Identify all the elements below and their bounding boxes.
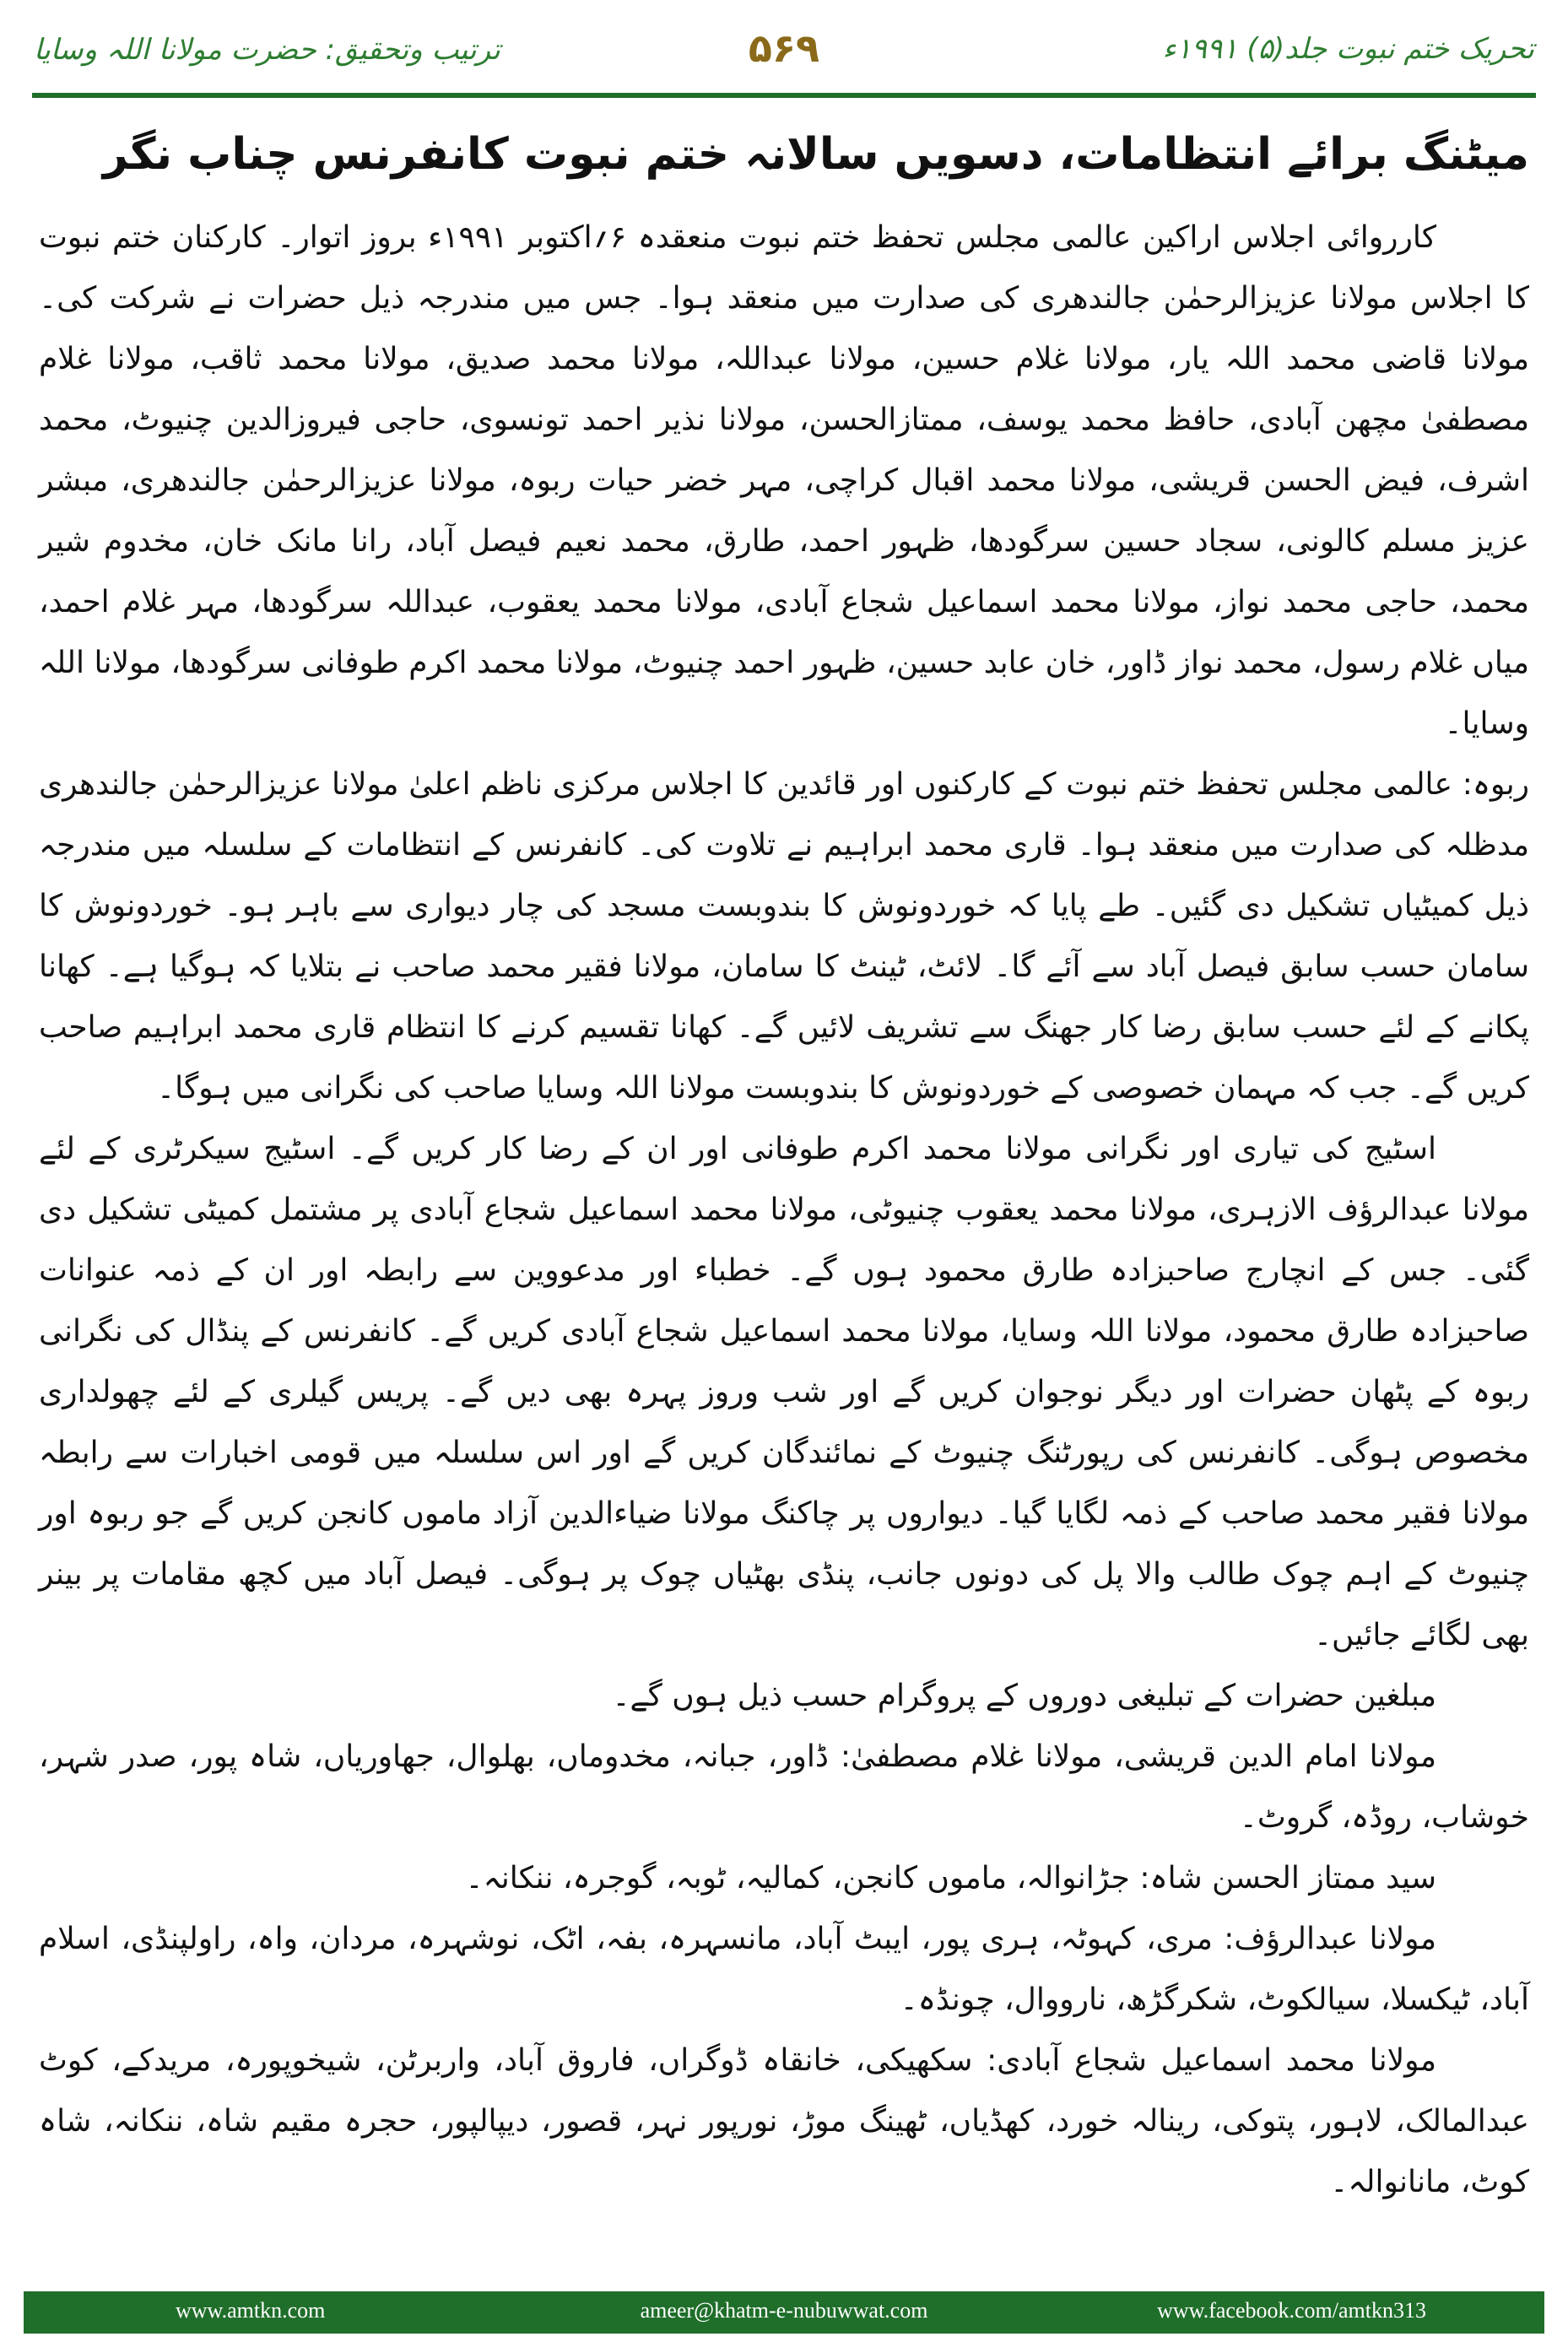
paragraph-rabwah-meeting: ربوہ: عالمی مجلس تحفظ ختم نبوت کے کارکنوں اور قائدین کا اجلاس مرکزی ناظم اعلیٰ مولانا عزیزالرحمٰن جالندھری مدظلہ کی صدارت میں منعقد ہوا۔ قاری محمد ابراہیم نے تلاوت کی۔ کانفرنس کے انتظامات کے سلسلہ میں مندرجہ ذیل کمیٹیاں تشکیل دی گئیں۔ طے پایا کہ خوردونوش کا بندوبست مسجد کی چار دیواری سے باہر ہو۔ خوردونوش کا سامان حسب سابق فیصل آباد سے آئے گا۔ لائٹ، ٹینٹ کا سامان، مولانا فقیر محمد صاحب نے بتلایا کہ ہوگیا ہے۔ کھانا پکانے کے لئے حسب سابق رضا کار جھنگ سے تشریف لائیں گے۔ کھانا تقسیم کرنے کا انتظام قاری محمد ابراہیم صاحب کریں گے۔ جب کہ مہمان خصوصی کے خوردونوش کا بندوبست مولانا اللہ وسایا صاحب کی نگرانی میں ہوگا۔ <box>39 766 1529 1106</box>
paragraph-attendance: کارروائی اجلاس اراکین عالمی مجلس تحفظ ختم نبوت منعقدہ ۶؍اکتوبر ۱۹۹۱ء بروز اتوار۔ کارکنان ختم نبوت کا اجلاس مولانا عزیزالرحمٰن جالندھری کی صدارت میں منعقد ہوا۔ جس میں مندرجہ ذیل حضرات نے شرکت کی۔ مولانا قاضی محمد اللہ یار، مولانا غلام حسین، مولانا عبداللہ، مولانا محمد صدیق، مولانا محمد ثاقب، مولانا غلام مصطفیٰ مچھن آبادی، حافظ محمد یوسف، ممتازالحسن، مولانا نذیر احمد تونسوی، حاجی فیروزالدین چنیوٹ، محمد اشرف، فیض الحسن قریشی، مولانا محمد اقبال کراچی، مہر خضر حیات ربوہ، مولانا عزیزالرحمٰن جالندھری، مبشر عزیز مسلم کالونی، سجاد حسین سرگودھا، ظہور احمد، طارق، محمد نعیم فیصل آباد، رانا مانک خان، مخدوم شیر محمد، حاجی محمد نواز، مولانا محمد اسماعیل شجاع آبادی، مولانا محمد یعقوب، عبداللہ سرگودھا، مہر غلام احمد، میاں غلام رسول، محمد نواز ڈاور، خان عابد حسین، ظہور احمد چنیوٹ، مولانا محمد اکرم طوفانی سرگودھا، مولانا اللہ وسایا۔ <box>39 219 1529 741</box>
paragraph-program-1: مولانا امام الدین قریشی، مولانا غلام مصطفیٰ: ڈاور، جبانہ، مخدوماں، بھلوال، جھاوریاں، شاہ پور، صدر شہر، خوشاب، روڈہ، گروٹ۔ <box>39 1739 1529 1835</box>
page-number: ۵۶۹ <box>748 25 820 71</box>
header-compiler: ترتیب وتحقیق: حضرت مولانا اللہ وسایا <box>34 33 500 67</box>
document-body <box>39 127 1529 2213</box>
page-header <box>0 0 1568 93</box>
paragraph-program-intro: مبلغین حضرات کے تبلیغی دوروں کے پروگرام حسب ذیل ہوں گے۔ <box>612 1678 1436 1713</box>
header-divider <box>32 93 1536 98</box>
paragraph-program-2: سید ممتاز الحسن شاہ: جڑانوالہ، ماموں کانجن، کمالیہ، ٹوبہ، گوجرہ، ننکانہ۔ <box>465 1860 1436 1896</box>
paragraph-program-3: مولانا عبدالرؤف: مری، کہوٹہ، ہری پور، ایبٹ آباد، مانسہرہ، بفہ، اٹک، نوشہرہ، مردان، واہ، راولپنڈی، اسلام آباد، ٹیکسلا، سیالکوٹ، شکرگڑھ، نارووال، چونڈہ۔ <box>39 1921 1529 2017</box>
header-book-title: تحریک ختم نبوت جلد(۵) ۱۹۹۱ء <box>1162 32 1534 66</box>
section-title: میٹنگ برائے انتظامات، دسویں سالانہ ختم نبوت کانفرنس چناب نگر <box>102 129 1529 180</box>
paragraph-program-4: مولانا محمد اسماعیل شجاع آبادی: سکھیکی، خانقاہ ڈوگراں، فاروق آباد، واربرٹن، شیخوپورہ، مریدکے، کوٹ عبدالمالک، لاہور، پتوکی، رینالہ خورد، کھڈیاں، ٹھینگ موڑ، نورپور نہر، قصور، دیپالپور، حجرہ مقیم شاہ، ننکانہ، شاہ کوٹ، مانانوالہ۔ <box>39 2042 1529 2199</box>
footer-facebook-link[interactable]: www.facebook.com/amtkn313 <box>1157 2298 1426 2323</box>
footer-website-link[interactable]: www.amtkn.com <box>176 2298 326 2323</box>
paragraph-arrangements: اسٹیج کی تیاری اور نگرانی مولانا محمد اکرم طوفانی اور ان کے رضا کار کریں گے۔ اسٹیج سیکرٹری کے لئے مولانا عبدالرؤف الازہری، مولانا محمد یعقوب چنیوٹی، مولانا محمد اسماعیل شجاع آبادی پر مشتمل کمیٹی تشکیل دی گئی۔ جس کے انچارج صاحبزادہ طارق محمود ہوں گے۔ خطباء اور مدعووین سے رابطہ اور ان کے ذمہ عنوانات صاحبزادہ طارق محمود، مولانا اللہ وسایا، مولانا محمد اسماعیل شجاع آبادی کریں گے۔ کانفرنس کے پنڈال کی نگرانی ربوہ کے پٹھان حضرات اور دیگر نوجوان کریں گے اور شب وروز پہرہ بھی دیں گے۔ پریس گیلری کے لئے چھولداری مخصوص ہوگی۔ کانفرنس کی رپورٹنگ چنیوٹ کے نمائندگان کریں گے اور اس سلسلہ میں قومی اخبارات سے رابطہ مولانا فقیر محمد صاحب کے ذمہ لگایا گیا۔ دیواروں پر چاکنگ مولانا ضیاءالدین آزاد ماموں کانجن کریں گے جو ربوہ اور چنیوٹ کے اہم چوک طالب والا پل کی دونوں جانب، پنڈی بھٹیاں چوک پر ہوگی۔ فیصل آباد میں کچھ مقامات پر بینر بھی لگائے جائیں۔ <box>39 1131 1529 1652</box>
footer-email-link[interactable]: ameer@khatm-e-nubuwwat.com <box>640 2298 928 2323</box>
page-footer <box>24 2291 1544 2334</box>
